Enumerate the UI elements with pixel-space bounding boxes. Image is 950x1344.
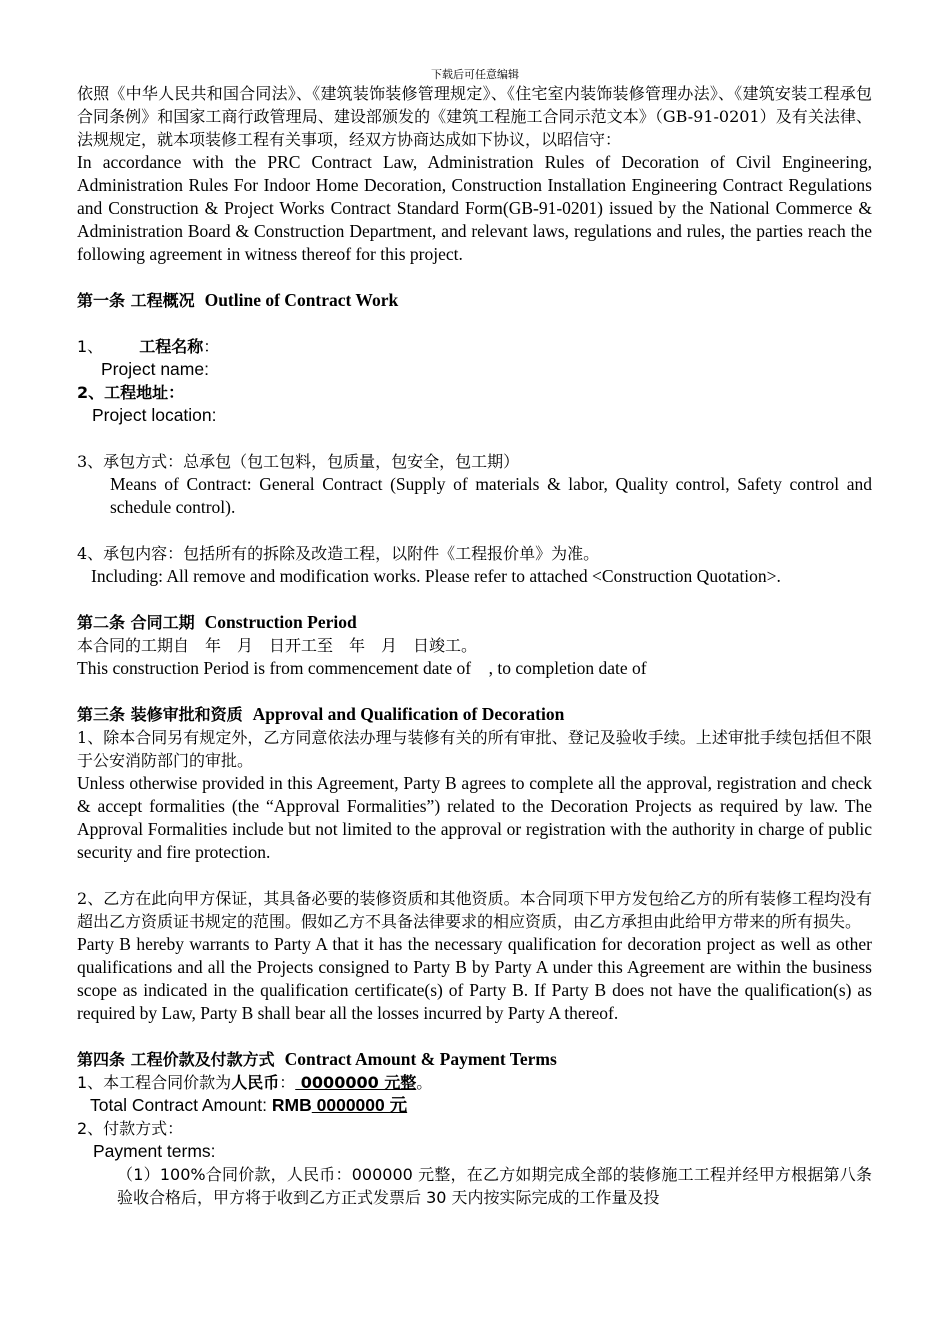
amount-zh-currency: 人民币 [231,1073,280,1092]
contract-document [77,82,872,1209]
item-4-zh: 4、承包内容：包括所有的拆除及改造工程，以附件《工程报价单》为准。 [77,544,600,563]
contract-amount-en [77,1094,872,1117]
article-3-p1-en: Unless otherwise provided in this Agreement, Party B agrees to complete all the approval, registration and check & accept formalities (the “Approval Formalities”) related to the Decoration Projects as required by law. The Approval Formalities include but not limited to the approval or registration with the authority in charge of public security and fire protection. [77,773,872,862]
article-2-title-zh: 第二条 合同工期 [77,613,195,632]
article-1-title [77,289,872,312]
amount-en-currency: RMB [271,1095,312,1115]
article-2-title-en: Construction Period [204,612,357,632]
article-1-title-en: Outline of Contract Work [204,290,399,310]
item-3-en: Means of Contract: General Contract (Supply of materials & labor, Quality control, Safety control and schedule control). [110,474,872,517]
amount-zh-prefix: 1、本工程合同价款为 [77,1073,232,1092]
article-2-zh: 本合同的工期自 年 月 日开工至 年 月 日竣工。 [77,636,478,655]
article-3-p1-zh: 1、除本合同另有规定外，乙方同意依法办理与装修有关的所有审批、登记及验收手续。上述审批手续包括但不限于公安消防部门的审批。 [77,728,872,770]
article-4-title-zh: 第四条 工程价款及付款方式 [77,1050,275,1069]
article-3-title-zh: 第三条 装修审批和资质 [77,705,243,724]
payment-terms-en: Payment terms: [93,1141,216,1161]
article-3-title-en: Approval and Qualification of Decoration [252,704,565,724]
item-2-label-en: Project location: [92,405,217,425]
amount-en-value: 0000000 元 [311,1095,408,1115]
intro-zh: 依照《中华人民共和国合同法》、《建筑装饰装修管理规定》、《住宅室内装饰装修管理办法》、《建筑安装工程承包合同条例》和国家工商行政管理局、建设部颁发的《建筑工程施工合同示范文本》（GB-91-0201）及有关法律、法规规定，就本项装修工程有关事项，经双方协商达成如下协议，以昭信守： [77,84,872,149]
amount-en-prefix: Total Contract Amount: [90,1095,272,1115]
item-2-label-zh: 2、工程地址： [77,383,185,402]
article-3-p2-zh: 2、乙方在此向甲方保证，其具备必要的装修资质和其他资质。本合同项下甲方发包给乙方的所有装修工程均没有超出乙方资质证书规定的范围。假如乙方不具备法律要求的相应资质，由乙方承担由此给甲方带来的所有损失。 [77,889,872,931]
payment-term-1-zh: （1）100%合同价款，人民币：000000 元整，在乙方如期完成全部的装修施工工程并经甲方根据第八条验收合格后，甲方将于收到乙方正式发票后 30 天内按实际完成的工作量及投 [117,1165,872,1207]
intro-en: In accordance with the PRC Contract Law, Administration Rules of Decoration of Civil Engineering, Administration Rules For Indoor Home Decoration, Construction Installation Engineering Contract Regulations and Construction & Project Works Contract Standard Form(GB-91-0201) issued by the National Commerce & Administration Board & Construction Department, and relevant laws, regulations and rules, the parties reach the following agreement in witness thereof for this project. [77,152,872,264]
article-1-title-zh: 第一条 工程概况 [77,291,195,310]
article-2-en: This construction Period is from commencement date of , to completion date of [77,658,647,678]
article-3-title [77,703,872,726]
payment-terms-zh: 2、付款方式： [77,1119,184,1138]
article-4-title-en: Contract Amount & Payment Terms [284,1049,557,1069]
item-1-label-en: Project name: [101,359,209,379]
item-1-label-zh: 工程名称 [139,337,204,356]
amount-zh-colon: ： [279,1073,296,1092]
item-3-zh: 3、承包方式：总承包（包工包料，包质量，包安全，包工期） [77,452,520,471]
item-4-en: Including: All remove and modification works. Please refer to attached <Construction Quotation>. [91,566,781,586]
page-header-note: 下载后可任意编辑 [431,68,519,81]
article-2-title [77,611,872,634]
article-3-p2-en: Party B hereby warrants to Party A that it has the necessary qualification for decoration project as well as other qualifications and all the Projects consigned to Party B by Party A under this Agreement are within the business scope as indicated in the qualification certificate(s) of Party B. If Party B does not have the qualification(s) as required by Law, Party B shall bear all the losses incurred by Party A thereof. [77,934,872,1023]
amount-zh-end: 。 [416,1073,433,1092]
item-1-colon: ： [203,337,220,356]
contract-amount-zh [77,1071,872,1094]
item-1-number: 1、 [77,337,104,356]
item-1-project-name [77,335,872,358]
amount-zh-value: 0000000 元整 [295,1073,417,1092]
article-4-title [77,1048,872,1071]
